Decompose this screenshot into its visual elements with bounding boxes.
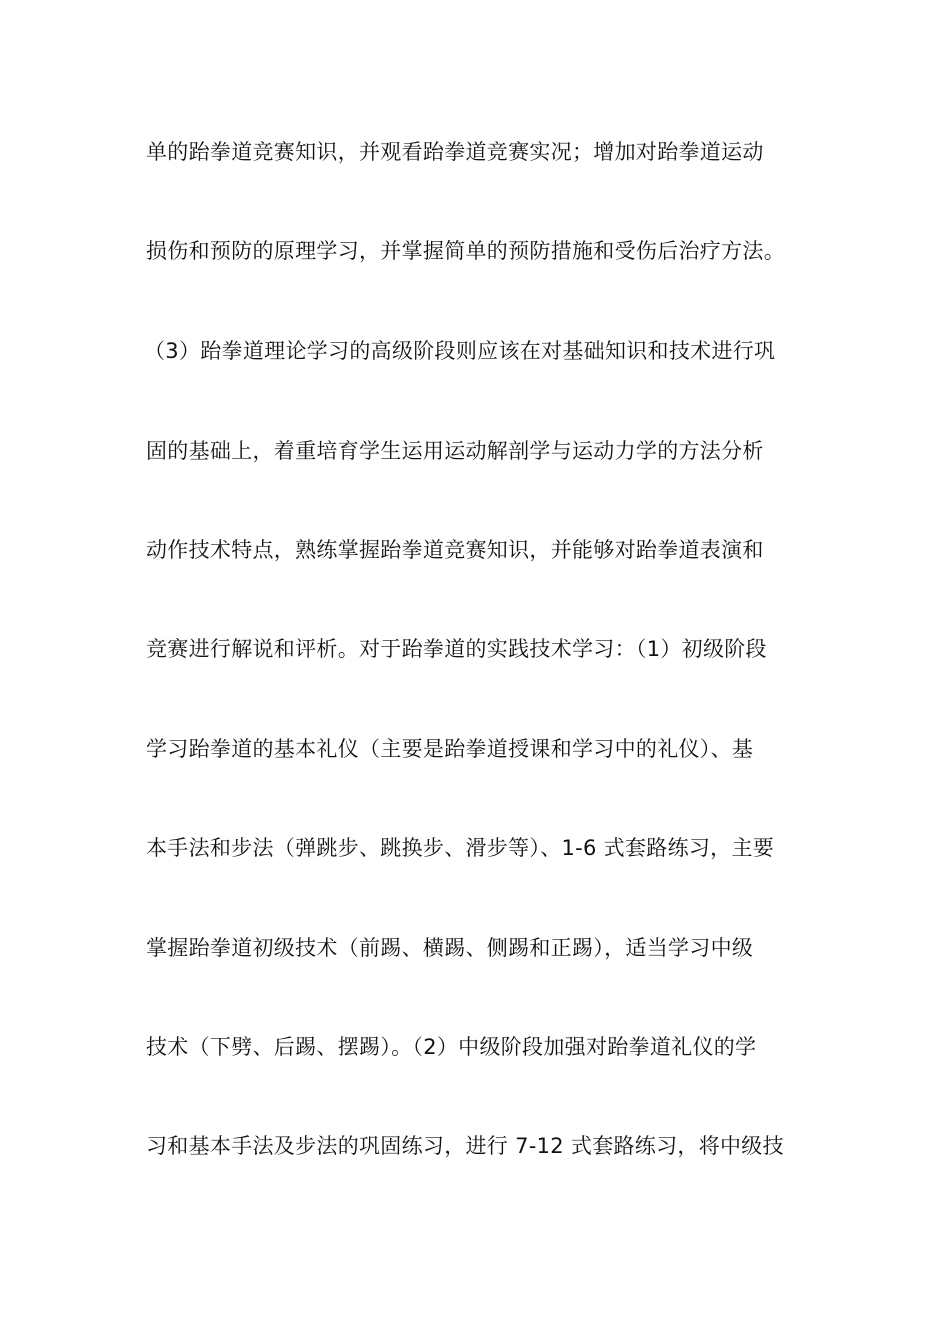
body-text-line: 竞赛进行解说和评析。对于跆拳道的实践技术学习：（1）初级阶段 — [146, 637, 767, 661]
body-text-line: 掌握跆拳道初级技术（前踢、横踢、侧踢和正踢），适当学习中级 — [146, 936, 754, 960]
body-text-line: 技术（下劈、后踢、摆踢）。（2）中级阶段加强对跆拳道礼仪的学 — [146, 1035, 757, 1059]
body-text-line: 学习跆拳道的基本礼仪（主要是跆拳道授课和学习中的礼仪）、基 — [146, 737, 754, 761]
body-text-line: 固的基础上，着重培育学生运用运动解剖学与运动力学的方法分析 — [146, 439, 764, 463]
body-text-line: 动作技术特点，熟练掌握跆拳道竞赛知识，并能够对跆拳道表演和 — [146, 538, 764, 562]
body-text-line: 习和基本手法及步法的巩固练习，进行 7-12 式套路练习，将中级技 — [146, 1134, 784, 1158]
body-text-line: 单的跆拳道竞赛知识，并观看跆拳道竞赛实况；增加对跆拳道运动 — [146, 140, 764, 164]
body-text-line: （3）跆拳道理论学习的高级阶段则应该在对基础知识和技术进行巩 — [144, 339, 776, 363]
body-text-line: 损伤和预防的原理学习，并掌握简单的预防措施和受伤后治疗方法。 — [146, 239, 785, 263]
body-text-line: 本手法和步法（弹跳步、跳换步、滑步等）、1-6 式套路练习，主要 — [146, 836, 775, 860]
